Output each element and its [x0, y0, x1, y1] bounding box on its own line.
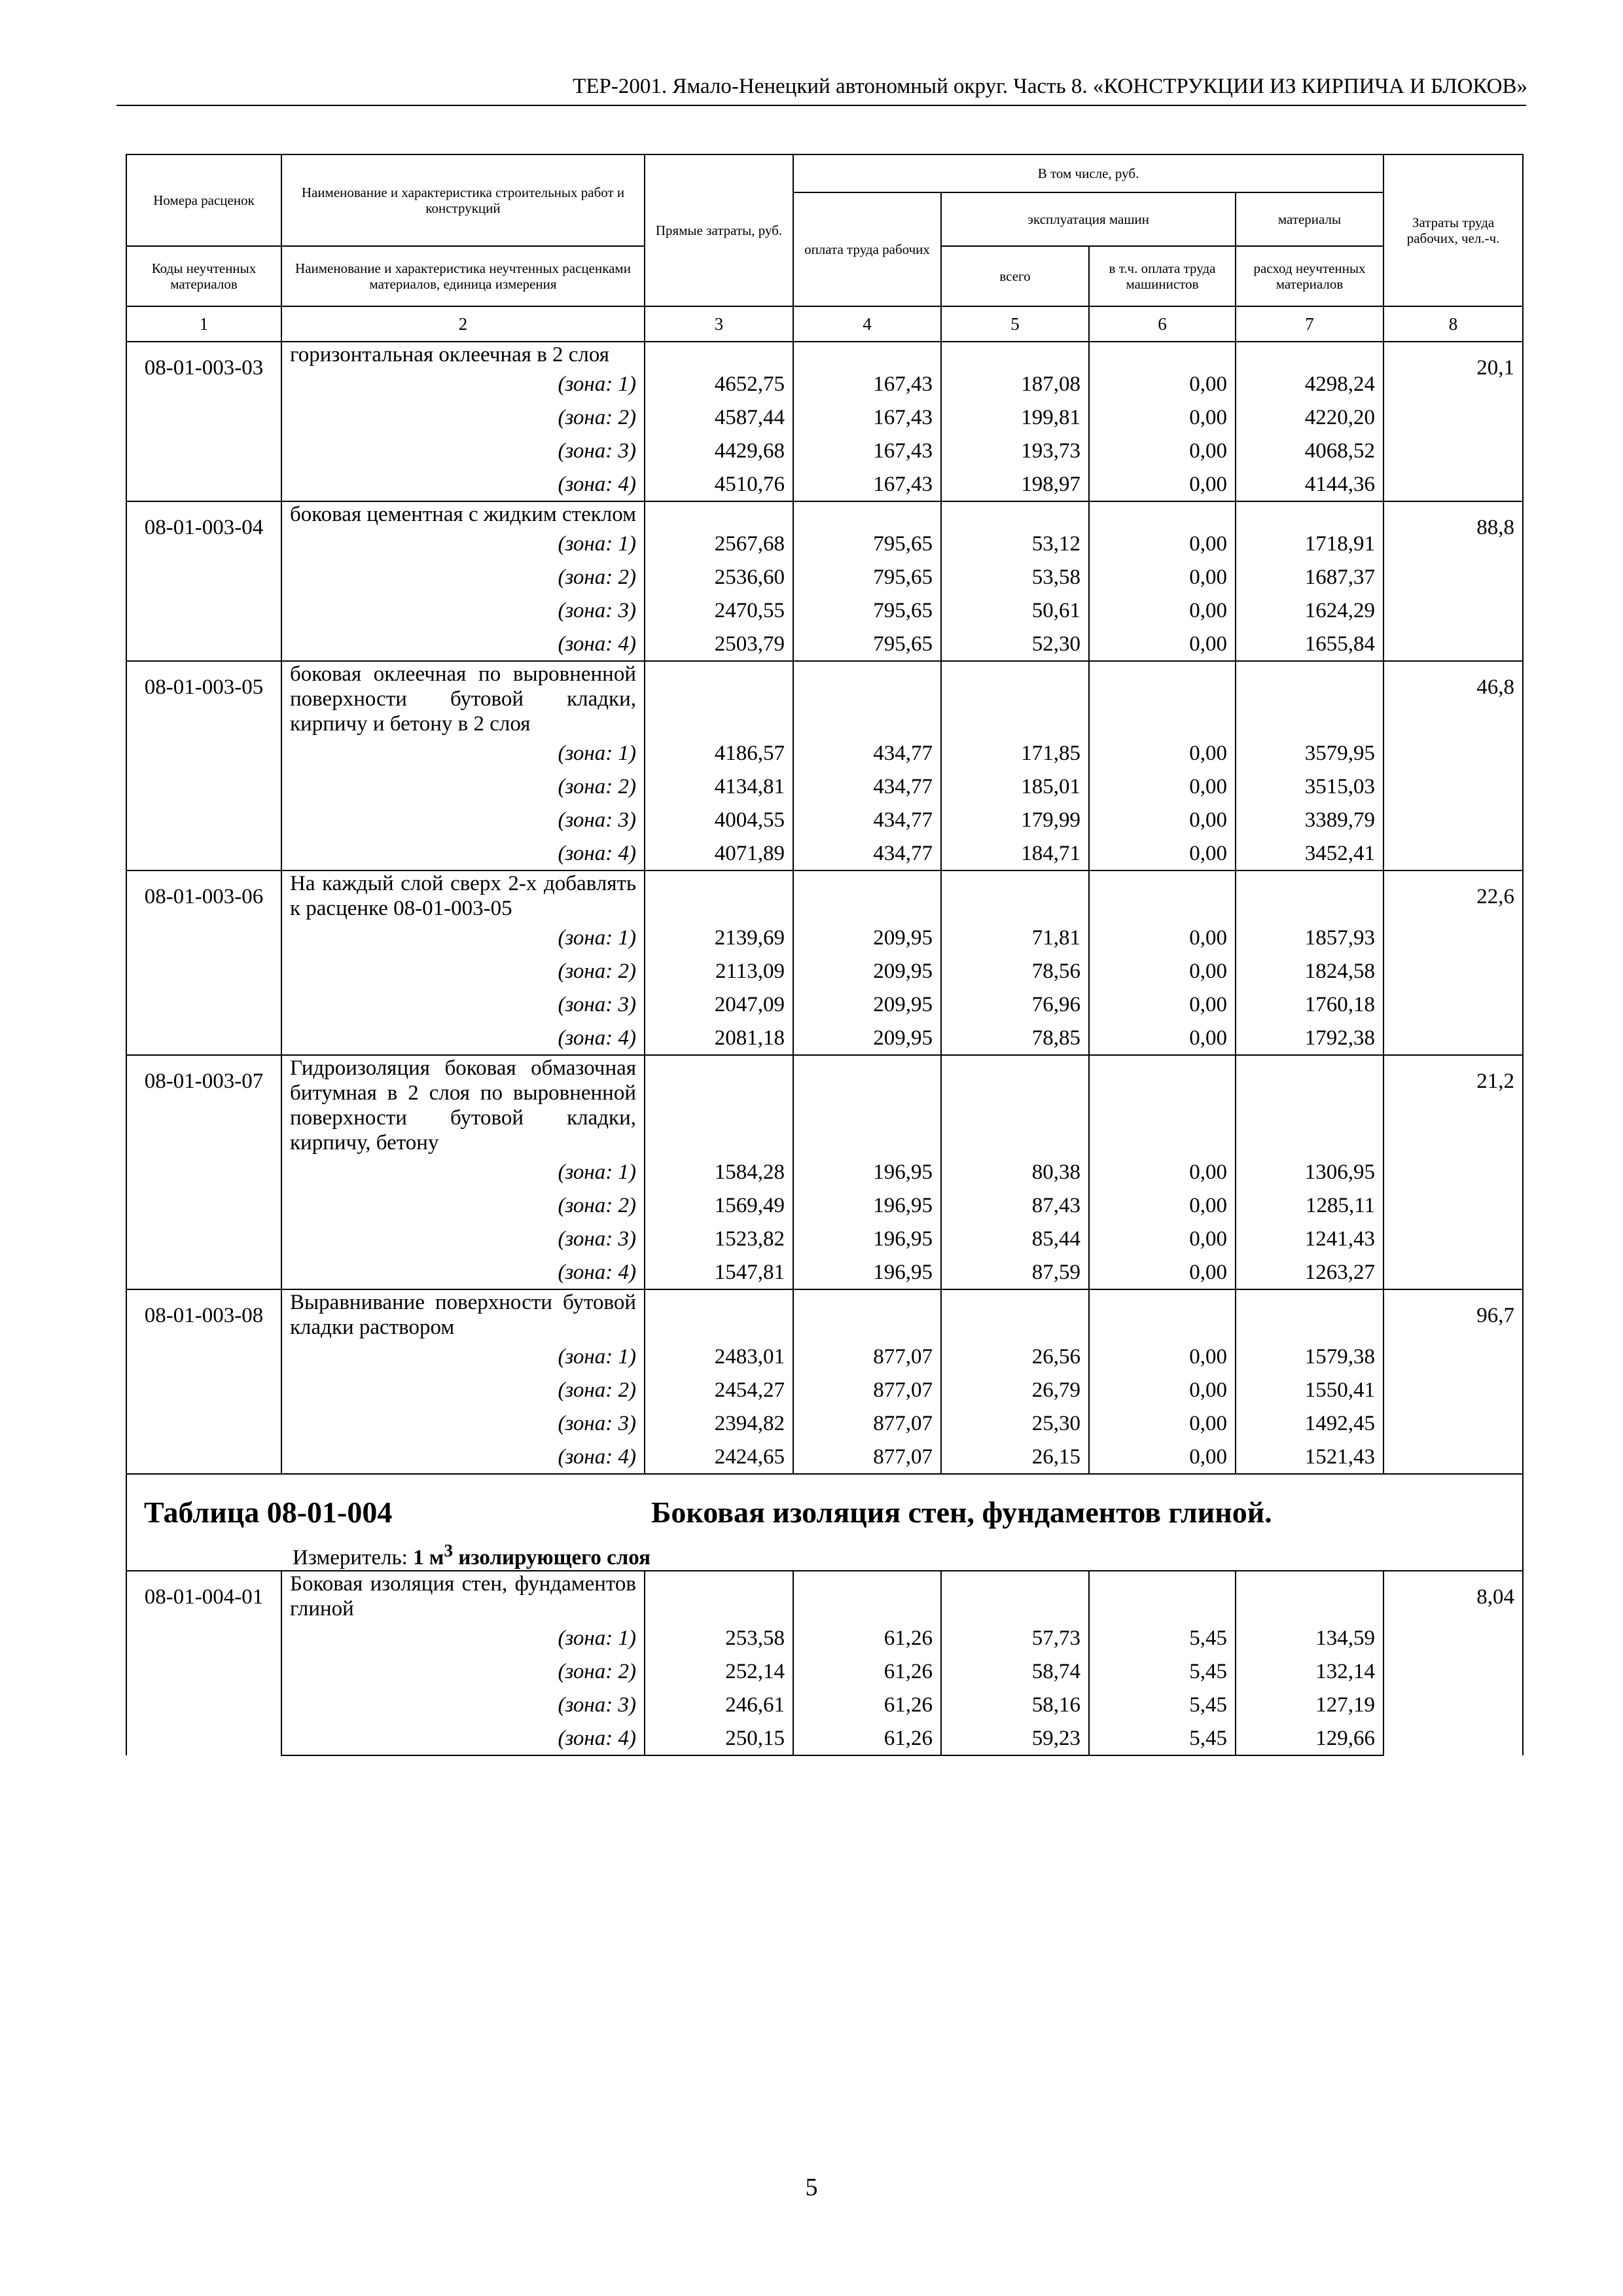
- materials-cost: 1285,11: [1236, 1189, 1383, 1222]
- zone-row: [126, 1189, 1523, 1222]
- empty-cell: [645, 342, 793, 367]
- empty-cell: [793, 1571, 941, 1621]
- unit-suffix: изолирующего слоя: [453, 1546, 651, 1570]
- direct-cost: 250,15: [645, 1721, 793, 1755]
- zone-row: [126, 803, 1523, 836]
- zone-row: [126, 1688, 1523, 1721]
- rate-head-row: [126, 1289, 1523, 1340]
- materials-cost: 132,14: [1236, 1655, 1383, 1688]
- materials-cost: 1521,43: [1236, 1440, 1383, 1474]
- machinist-wages: 5,45: [1089, 1621, 1236, 1655]
- rate-head-row: [126, 661, 1523, 736]
- machinist-wages: 0,00: [1089, 367, 1236, 401]
- wages: 61,26: [793, 1721, 941, 1755]
- zone-label: (зона: 4): [281, 1440, 645, 1474]
- machines-total: 26,15: [941, 1440, 1089, 1474]
- wages: 795,65: [793, 627, 941, 661]
- direct-cost: 4004,55: [645, 803, 793, 836]
- direct-cost: 4429,68: [645, 434, 793, 467]
- materials-cost: 3579,95: [1236, 736, 1383, 770]
- rate-name: Боковая изоляция стен, фундаментов глиной: [281, 1571, 645, 1621]
- machines-total: 52,30: [941, 627, 1089, 661]
- machinist-wages: 0,00: [1089, 1021, 1236, 1055]
- direct-cost: 4587,44: [645, 401, 793, 434]
- materials-header: материалы: [1236, 192, 1383, 246]
- machines-total: 26,79: [941, 1373, 1089, 1407]
- machines-total: 87,59: [941, 1255, 1089, 1289]
- machines-total: 193,73: [941, 434, 1089, 467]
- direct-cost: 1523,82: [645, 1222, 793, 1255]
- machinist-wages: 0,00: [1089, 1222, 1236, 1255]
- direct-cost: 2047,09: [645, 988, 793, 1021]
- zone-label: (зона: 4): [281, 627, 645, 661]
- direct-cost: 2081,18: [645, 1021, 793, 1055]
- direct-cost: 2536,60: [645, 560, 793, 594]
- direct-cost: 1584,28: [645, 1155, 793, 1189]
- header-rule: [116, 105, 1526, 106]
- empty-cell: [1236, 1289, 1383, 1340]
- direct-cost: 4186,57: [645, 736, 793, 770]
- empty-cell: [1236, 342, 1383, 367]
- unit-prefix: Измеритель:: [293, 1546, 408, 1570]
- materials-cost: 1492,45: [1236, 1407, 1383, 1440]
- zone-row: [126, 736, 1523, 770]
- empty-cell: [1236, 661, 1383, 736]
- machinist-wages: 0,00: [1089, 434, 1236, 467]
- wages: 167,43: [793, 434, 941, 467]
- machines-total: 187,08: [941, 367, 1089, 401]
- rates-body-2: [126, 1571, 1523, 1755]
- materials-cost: 1655,84: [1236, 627, 1383, 661]
- materials-cost: 1241,43: [1236, 1222, 1383, 1255]
- wages: 61,26: [793, 1688, 941, 1721]
- col-wages-header: оплата труда рабочих: [793, 192, 941, 306]
- zone-label: (зона: 2): [281, 560, 645, 594]
- zone-label: (зона: 4): [281, 1255, 645, 1289]
- materials-cost: 1718,91: [1236, 527, 1383, 560]
- unit-value: 1 м: [413, 1546, 444, 1570]
- rates-body: [126, 342, 1523, 1474]
- materials-cost: 1550,41: [1236, 1373, 1383, 1407]
- wages: 877,07: [793, 1340, 941, 1373]
- col-number: 4: [793, 306, 941, 342]
- empty-cell: [793, 661, 941, 736]
- machines-total: 59,23: [941, 1721, 1089, 1755]
- wages: 167,43: [793, 401, 941, 434]
- wages: 61,26: [793, 1655, 941, 1688]
- materials-cost: 1687,37: [1236, 560, 1383, 594]
- incl-header: В том числе, руб.: [793, 154, 1383, 192]
- machines-total: 50,61: [941, 594, 1089, 627]
- materials-cost: 134,59: [1236, 1621, 1383, 1655]
- zone-label: (зона: 2): [281, 1373, 645, 1407]
- wages: 196,95: [793, 1189, 941, 1222]
- wages: 167,43: [793, 367, 941, 401]
- empty-cell: [1236, 870, 1383, 921]
- wages: 795,65: [793, 527, 941, 560]
- empty-cell: [941, 1289, 1089, 1340]
- zone-label: (зона: 1): [281, 736, 645, 770]
- wages: 795,65: [793, 560, 941, 594]
- machinist-wages: 0,00: [1089, 736, 1236, 770]
- wages: 209,95: [793, 921, 941, 954]
- machinist-wages: 0,00: [1089, 1340, 1236, 1373]
- zone-label: (зона: 1): [281, 1340, 645, 1373]
- zone-row: [126, 836, 1523, 870]
- wages: 209,95: [793, 988, 941, 1021]
- materials-cost: 3452,41: [1236, 836, 1383, 870]
- zone-row: [126, 627, 1523, 661]
- col-number: 3: [645, 306, 793, 342]
- materials-cost: 129,66: [1236, 1721, 1383, 1755]
- materials-cost: 3389,79: [1236, 803, 1383, 836]
- zone-row: [126, 921, 1523, 954]
- materials-cost: 1306,95: [1236, 1155, 1383, 1189]
- zone-row: [126, 1373, 1523, 1407]
- rate-head-row: [126, 501, 1523, 527]
- empty-cell: [1236, 1055, 1383, 1155]
- machinist-wages: 0,00: [1089, 594, 1236, 627]
- machinist-wages: 0,00: [1089, 467, 1236, 501]
- machines-total: 179,99: [941, 803, 1089, 836]
- rate-code: 08-01-003-04: [126, 501, 281, 661]
- empty-cell: [793, 501, 941, 527]
- zone-row: [126, 434, 1523, 467]
- machines-total: 198,97: [941, 467, 1089, 501]
- machinist-wages: 0,00: [1089, 1373, 1236, 1407]
- machinist-wages: 5,45: [1089, 1721, 1236, 1755]
- machines-total: 80,38: [941, 1155, 1089, 1189]
- zone-row: [126, 770, 1523, 803]
- rate-head-row: [126, 1055, 1523, 1155]
- direct-cost: 2454,27: [645, 1373, 793, 1407]
- rate-name: На каждый слой сверх 2-х добавлять к расценке 08-01-003-05: [281, 870, 645, 921]
- zone-label: (зона: 2): [281, 401, 645, 434]
- materials-cost: 4220,20: [1236, 401, 1383, 434]
- zone-label: (зона: 4): [281, 1021, 645, 1055]
- direct-cost: 2470,55: [645, 594, 793, 627]
- empty-cell: [1236, 1571, 1383, 1621]
- rate-code: 08-01-003-08: [126, 1289, 281, 1474]
- zone-label: (зона: 1): [281, 367, 645, 401]
- zone-row: [126, 954, 1523, 988]
- col-code-header: Номера расценок: [126, 154, 281, 246]
- zone-row: [126, 1255, 1523, 1289]
- wages: 167,43: [793, 467, 941, 501]
- zone-row: [126, 467, 1523, 501]
- zone-row: [126, 527, 1523, 560]
- section-unit: [293, 1537, 651, 1571]
- col-number: 8: [1383, 306, 1523, 342]
- empty-cell: [793, 1289, 941, 1340]
- empty-cell: [645, 1055, 793, 1155]
- empty-cell: [793, 342, 941, 367]
- col-number: 7: [1236, 306, 1383, 342]
- rate-head-row: [126, 342, 1523, 367]
- materials-cost: 4298,24: [1236, 367, 1383, 401]
- zone-row: [126, 1155, 1523, 1189]
- empty-cell: [645, 1571, 793, 1621]
- direct-cost: 4134,81: [645, 770, 793, 803]
- machines-total: 58,16: [941, 1688, 1089, 1721]
- zone-label: (зона: 3): [281, 1407, 645, 1440]
- machinist-wages: 0,00: [1089, 770, 1236, 803]
- machinist-wages: 0,00: [1089, 954, 1236, 988]
- machinist-wages: 0,00: [1089, 527, 1236, 560]
- rate-code: 08-01-004-01: [126, 1571, 281, 1755]
- empty-cell: [941, 501, 1089, 527]
- machines-total: 87,43: [941, 1189, 1089, 1222]
- machinist-wages: 0,00: [1089, 1440, 1236, 1474]
- empty-cell: [1089, 870, 1236, 921]
- machinist-wages: 0,00: [1089, 627, 1236, 661]
- machines-total: 199,81: [941, 401, 1089, 434]
- machinist-wages: 0,00: [1089, 401, 1236, 434]
- zone-label: (зона: 3): [281, 988, 645, 1021]
- empty-cell: [941, 661, 1089, 736]
- col-mat-header: расход неучтенных материалов: [1236, 246, 1383, 306]
- zone-label: (зона: 2): [281, 770, 645, 803]
- section-label: Таблица 08-01-004: [144, 1496, 393, 1529]
- col-mach-total-header: всего: [941, 246, 1089, 306]
- materials-cost: 1792,38: [1236, 1021, 1383, 1055]
- zone-label: (зона: 3): [281, 1222, 645, 1255]
- empty-cell: [645, 870, 793, 921]
- wages: 877,07: [793, 1440, 941, 1474]
- machinist-wages: 5,45: [1089, 1655, 1236, 1688]
- direct-cost: 4071,89: [645, 836, 793, 870]
- machinist-wages: 0,00: [1089, 921, 1236, 954]
- col-number: 5: [941, 306, 1089, 342]
- rate-head-row: [126, 870, 1523, 921]
- direct-cost: 1547,81: [645, 1255, 793, 1289]
- materials-cost: 127,19: [1236, 1688, 1383, 1721]
- rate-name: Выравнивание поверхности бутовой кладки раствором: [281, 1289, 645, 1340]
- zone-row: [126, 1621, 1523, 1655]
- machinist-wages: 0,00: [1089, 988, 1236, 1021]
- col-number: 6: [1089, 306, 1236, 342]
- materials-cost: 1857,93: [1236, 921, 1383, 954]
- zone-row: [126, 1721, 1523, 1755]
- wages: 434,77: [793, 836, 941, 870]
- wages: 877,07: [793, 1407, 941, 1440]
- unit-sup: 3: [444, 1540, 454, 1560]
- machines-total: 78,85: [941, 1021, 1089, 1055]
- direct-cost: 2503,79: [645, 627, 793, 661]
- machines-header: эксплуатация машин: [941, 192, 1236, 246]
- direct-cost: 2394,82: [645, 1407, 793, 1440]
- direct-cost: 2139,69: [645, 921, 793, 954]
- machines-total: 58,74: [941, 1655, 1089, 1688]
- section-body: [126, 1474, 1523, 1571]
- wages: 196,95: [793, 1255, 941, 1289]
- zone-row: [126, 1021, 1523, 1055]
- machines-total: 53,58: [941, 560, 1089, 594]
- machines-total: 25,30: [941, 1407, 1089, 1440]
- wages: 434,77: [793, 770, 941, 803]
- col-direct-header: Прямые затраты, руб.: [645, 154, 793, 306]
- col-code-sub-header: Коды неучтенных материалов: [126, 246, 281, 306]
- direct-cost: 4652,75: [645, 367, 793, 401]
- col-mach-wages-header: в т.ч. оплата труда машинистов: [1089, 246, 1236, 306]
- machines-total: 184,71: [941, 836, 1089, 870]
- empty-cell: [1089, 501, 1236, 527]
- materials-cost: 4068,52: [1236, 434, 1383, 467]
- machinist-wages: 0,00: [1089, 1155, 1236, 1189]
- empty-cell: [1089, 1571, 1236, 1621]
- machines-total: 71,81: [941, 921, 1089, 954]
- rate-name: боковая цементная с жидким стеклом: [281, 501, 645, 527]
- machines-total: 57,73: [941, 1621, 1089, 1655]
- zone-label: (зона: 1): [281, 527, 645, 560]
- empty-cell: [1089, 1055, 1236, 1155]
- direct-cost: 1569,49: [645, 1189, 793, 1222]
- machinist-wages: 0,00: [1089, 1255, 1236, 1289]
- page-header: ТЕР-2001. Ямало-Ненецкий автономный округ. Часть 8. «КОНСТРУКЦИИ ИЗ КИРПИЧА И БЛОКОВ»: [573, 75, 1527, 98]
- section-header: [126, 1474, 1523, 1571]
- zone-row: [126, 1340, 1523, 1373]
- zone-label: (зона: 1): [281, 1621, 645, 1655]
- zone-row: [126, 1407, 1523, 1440]
- rate-code: 08-01-003-03: [126, 342, 281, 501]
- rate-name: горизонтальная оклеечная в 2 слоя: [281, 342, 645, 367]
- wages: 196,95: [793, 1155, 941, 1189]
- machines-total: 53,12: [941, 527, 1089, 560]
- zone-row: [126, 1655, 1523, 1688]
- empty-cell: [793, 870, 941, 921]
- wages: 196,95: [793, 1222, 941, 1255]
- zone-label: (зона: 4): [281, 1721, 645, 1755]
- machines-total: 85,44: [941, 1222, 1089, 1255]
- zone-label: (зона: 1): [281, 1155, 645, 1189]
- rate-code: 08-01-003-05: [126, 661, 281, 870]
- labor-cost: 21,2: [1383, 1055, 1523, 1289]
- zone-label: (зона: 3): [281, 594, 645, 627]
- empty-cell: [1236, 501, 1383, 527]
- wages: 209,95: [793, 954, 941, 988]
- zone-label: (зона: 3): [281, 1688, 645, 1721]
- machinist-wages: 0,00: [1089, 1189, 1236, 1222]
- empty-cell: [645, 661, 793, 736]
- machines-total: 171,85: [941, 736, 1089, 770]
- zone-row: [126, 1222, 1523, 1255]
- section-title: Боковая изоляция стен, фундаментов глиной.: [651, 1496, 1272, 1529]
- materials-cost: 1760,18: [1236, 988, 1383, 1021]
- wages: 434,77: [793, 736, 941, 770]
- zone-label: (зона: 2): [281, 954, 645, 988]
- materials-cost: 1824,58: [1236, 954, 1383, 988]
- direct-cost: 2483,01: [645, 1340, 793, 1373]
- zone-row: [126, 1440, 1523, 1474]
- labor-cost: 22,6: [1383, 870, 1523, 1055]
- empty-cell: [1089, 661, 1236, 736]
- zone-label: (зона: 3): [281, 803, 645, 836]
- labor-cost: 20,1: [1383, 342, 1523, 501]
- zone-label: (зона: 4): [281, 467, 645, 501]
- zone-row: [126, 560, 1523, 594]
- zone-row: [126, 594, 1523, 627]
- direct-cost: 2113,09: [645, 954, 793, 988]
- zone-label: (зона: 4): [281, 836, 645, 870]
- zone-row: [126, 401, 1523, 434]
- materials-cost: 1624,29: [1236, 594, 1383, 627]
- labor-cost: 96,7: [1383, 1289, 1523, 1474]
- empty-cell: [645, 1289, 793, 1340]
- machines-total: 78,56: [941, 954, 1089, 988]
- zone-row: [126, 367, 1523, 401]
- machinist-wages: 0,00: [1089, 803, 1236, 836]
- zone-label: (зона: 2): [281, 1189, 645, 1222]
- machinist-wages: 5,45: [1089, 1688, 1236, 1721]
- materials-cost: 1263,27: [1236, 1255, 1383, 1289]
- materials-cost: 1579,38: [1236, 1340, 1383, 1373]
- labor-cost: 88,8: [1383, 501, 1523, 661]
- rates-table: [126, 154, 1524, 1756]
- empty-cell: [941, 1055, 1089, 1155]
- direct-cost: 253,58: [645, 1621, 793, 1655]
- empty-cell: [941, 870, 1089, 921]
- labor-cost: 46,8: [1383, 661, 1523, 870]
- empty-cell: [793, 1055, 941, 1155]
- labor-cost: 8,04: [1383, 1571, 1523, 1755]
- direct-cost: 2567,68: [645, 527, 793, 560]
- col-number: 1: [126, 306, 281, 342]
- zone-label: (зона: 3): [281, 434, 645, 467]
- materials-cost: 3515,03: [1236, 770, 1383, 803]
- direct-cost: 252,14: [645, 1655, 793, 1688]
- direct-cost: 2424,65: [645, 1440, 793, 1474]
- col-number: 2: [281, 306, 645, 342]
- empty-cell: [1089, 342, 1236, 367]
- direct-cost: 246,61: [645, 1688, 793, 1721]
- rate-code: 08-01-003-06: [126, 870, 281, 1055]
- machines-total: 185,01: [941, 770, 1089, 803]
- wages: 877,07: [793, 1373, 941, 1407]
- empty-cell: [1089, 1289, 1236, 1340]
- empty-cell: [941, 1571, 1089, 1621]
- col-name-header: Наименование и характеристика строительных работ и конструкций: [281, 154, 645, 246]
- col-name-sub-header: Наименование и характеристика неучтенных расценками материалов, единица измерения: [281, 246, 645, 306]
- zone-label: (зона: 2): [281, 1655, 645, 1688]
- machinist-wages: 0,00: [1089, 560, 1236, 594]
- wages: 795,65: [793, 594, 941, 627]
- rate-name: Гидроизоляция боковая обмазочная битумная в 2 слоя по выровненной поверхности бутовой кладки, кирпичу, бетону: [281, 1055, 645, 1155]
- materials-cost: 4144,36: [1236, 467, 1383, 501]
- machinist-wages: 0,00: [1089, 1407, 1236, 1440]
- wages: 61,26: [793, 1621, 941, 1655]
- empty-cell: [941, 342, 1089, 367]
- col-labor-header: Затраты труда рабочих, чел.-ч.: [1383, 154, 1523, 306]
- machinist-wages: 0,00: [1089, 836, 1236, 870]
- zone-label: (зона: 1): [281, 921, 645, 954]
- wages: 434,77: [793, 803, 941, 836]
- empty-cell: [645, 501, 793, 527]
- zone-row: [126, 988, 1523, 1021]
- rate-name: боковая оклеечная по выровненной поверхности бутовой кладки, кирпичу и бетону в 2 слоя: [281, 661, 645, 736]
- machines-total: 76,96: [941, 988, 1089, 1021]
- page-number: 5: [805, 2174, 818, 2201]
- rate-head-row: [126, 1571, 1523, 1621]
- rate-code: 08-01-003-07: [126, 1055, 281, 1289]
- direct-cost: 4510,76: [645, 467, 793, 501]
- machines-total: 26,56: [941, 1340, 1089, 1373]
- wages: 209,95: [793, 1021, 941, 1055]
